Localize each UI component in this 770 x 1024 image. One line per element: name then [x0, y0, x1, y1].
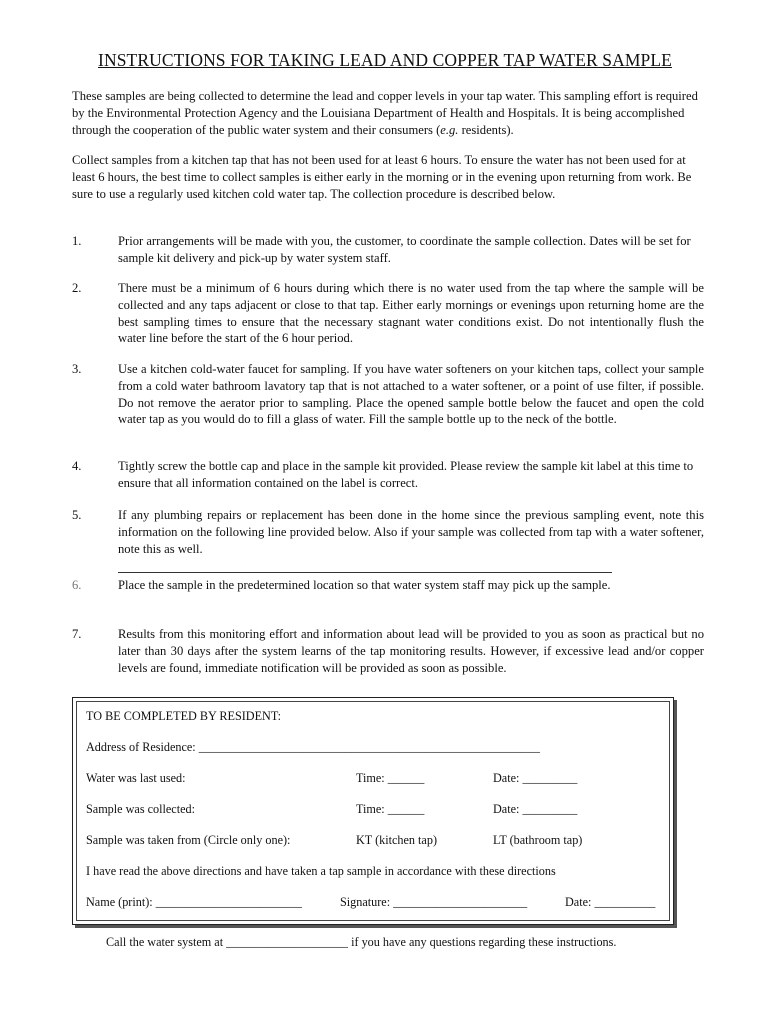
- last-used-label: Water was last used:: [86, 771, 186, 785]
- item-number: 6.: [72, 578, 82, 592]
- item-number: 7.: [72, 627, 82, 641]
- certification-statement: I have read the above directions and have taken a tap sample in accordance with these directions: [86, 864, 556, 878]
- name-field[interactable]: Name (print): ________________________: [86, 895, 302, 909]
- bathroom-tap-option[interactable]: LT (bathroom tap): [493, 833, 583, 847]
- item-text: Prior arrangements will be made with you, the customer, to coordinate the sample collection. Dates will be set for sample kit delivery and pick-up by water system staff.: [118, 234, 691, 265]
- intro-p1-text: These samples are being collected to determine the lead and copper levels in your tap water. This sampling effort is required by the Environmental Protection Agency and the Louisiana Department of Health and Hospitals. It is being accomplished through the cooperation of the public water system and their consumers (: [72, 89, 698, 137]
- intro-paragraph-2: Collect samples from a kitchen tap that has not been used for at least 6 hours. To ensure the water has not been used for at least 6 hours, the best time to collect samples is either early in the morning or in the evening upon returning from work. Be sure to use a regularly used kitchen cold water tap. The collection procedure is described below.: [72, 153, 692, 201]
- item-text: Tightly screw the bottle cap and place in the sample kit provided. Please review the sample kit label at this time to ensure that all information contained on the label is correct.: [118, 459, 694, 490]
- intro-p1-eg: e.g.: [440, 122, 459, 137]
- address-field[interactable]: Address of Residence: ________________________________________________________: [86, 740, 540, 754]
- collected-date-field[interactable]: Date: _________: [493, 802, 578, 816]
- item-text: Place the sample in the predetermined location so that water system staff may pick up the sample.: [118, 578, 611, 592]
- item-5-fill-line[interactable]: [118, 572, 612, 573]
- signature-field[interactable]: Signature: ______________________: [340, 895, 528, 909]
- item-number: 4.: [72, 459, 82, 473]
- document-title: INSTRUCTIONS FOR TAKING LEAD AND COPPER TAP WATER SAMPLE: [98, 50, 672, 70]
- intro-paragraph-1: [72, 88, 704, 138]
- last-used-date-field[interactable]: Date: _________: [493, 771, 578, 785]
- item-text: If any plumbing repairs or replacement has been done in the home since the previous sampling event, note this information on the following line provided below. Also if your sample was collected from tap with a water softener, note this as well.: [118, 508, 704, 556]
- item-text: There must be a minimum of 6 hours during which there is no water used from the tap where the sample will be collected and any taps adjacent or close to that tap. Either early mornings or evenings upon returning home are the best sampling times to ensure that the necessary stagnant water conditions exist. Do not intentionally flush the water line before the start of the 6 hour period.: [118, 281, 704, 346]
- item-number: 2.: [72, 281, 82, 295]
- last-used-time-field[interactable]: Time: ______: [356, 771, 425, 785]
- item-text: Results from this monitoring effort and information about lead will be provided to you as soon as practical but no later than 30 days after the system learns of the tap monitoring results. However, if excessive lead and/or copper levels are found, immediate notification will be provided as soon as possible.: [118, 627, 704, 675]
- intro-p1-end: residents).: [458, 122, 514, 137]
- collected-label: Sample was collected:: [86, 802, 195, 816]
- collected-time-field[interactable]: Time: ______: [356, 802, 425, 816]
- item-text: Use a kitchen cold-water faucet for sampling. If you have water softeners on your kitchen taps, collect your sample from a cold water bathroom lavatory tap that is not attached to a water softener, or a point of use filter, if possible. Do not remove the aerator prior to sampling. Place the opened sample bottle below the faucet and open the cold water tap as you would do to fill a glass of water. Fill the sample bottle up to the neck of the bottle.: [118, 362, 704, 427]
- footer-contact-line: Call the water system at ____________________ if you have any questions regarding these instructions.: [106, 935, 617, 949]
- resident-form-box: [72, 697, 674, 925]
- kitchen-tap-option[interactable]: KT (kitchen tap): [356, 833, 437, 847]
- taken-from-label: Sample was taken from (Circle only one):: [86, 833, 291, 847]
- date-field[interactable]: Date: __________: [565, 895, 656, 909]
- form-header: TO BE COMPLETED BY RESIDENT:: [86, 709, 282, 723]
- item-number: 1.: [72, 234, 82, 248]
- item-number: 3.: [72, 362, 82, 376]
- item-number: 5.: [72, 508, 82, 522]
